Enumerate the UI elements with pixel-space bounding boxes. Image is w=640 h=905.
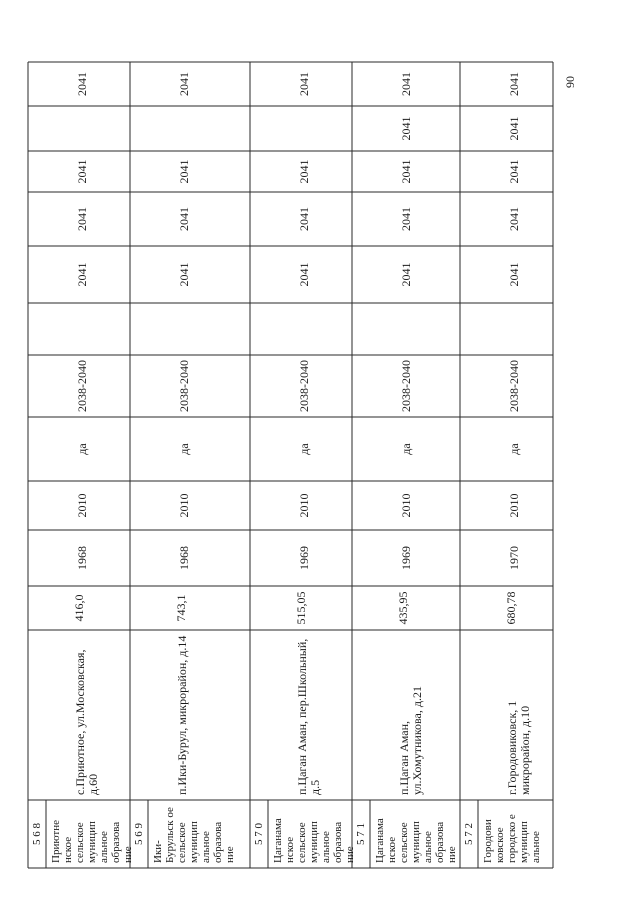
num-text: 5 7 2 bbox=[463, 823, 475, 845]
c4-text: 2041 bbox=[507, 159, 521, 184]
table-cell-c1 bbox=[460, 303, 553, 355]
table-cell-period bbox=[352, 355, 460, 417]
table-cell-c2 bbox=[352, 246, 460, 303]
num-text: 5 6 9 bbox=[133, 823, 145, 845]
page-number: 90 bbox=[563, 76, 577, 88]
c6-text: 2041 bbox=[297, 72, 311, 96]
c2-text: 2041 bbox=[75, 262, 89, 287]
table-cell-need bbox=[28, 417, 130, 481]
table-cell-c1 bbox=[352, 303, 460, 355]
c2-text: 2041 bbox=[399, 262, 413, 287]
table-cell-c1 bbox=[250, 303, 352, 355]
table-cell-c3 bbox=[460, 192, 553, 246]
table-cell-c6 bbox=[130, 62, 250, 106]
table-cell-survey bbox=[460, 481, 553, 530]
address-text: п.Цаган Аман, ул.Хомутникова, д.21 bbox=[397, 686, 424, 795]
table-cell-survey bbox=[250, 481, 352, 530]
period-text: 2038-2040 bbox=[507, 360, 521, 412]
table-cell-c4 bbox=[28, 151, 130, 192]
need-text: да bbox=[399, 443, 413, 455]
table-cell-survey bbox=[130, 481, 250, 530]
table-cell-c2 bbox=[28, 246, 130, 303]
c6-text: 2041 bbox=[507, 72, 521, 96]
table-cell-c1 bbox=[28, 303, 130, 355]
c4-text: 2041 bbox=[399, 159, 413, 184]
table-cell-address bbox=[460, 630, 553, 800]
table-cell-entity bbox=[370, 800, 460, 868]
table-cell-c3 bbox=[130, 192, 250, 246]
c3-text: 2041 bbox=[399, 207, 413, 231]
c4-text: 2041 bbox=[75, 159, 89, 184]
table-cell-num bbox=[460, 800, 478, 868]
table-cell-c6 bbox=[28, 62, 130, 106]
table-cell-c5 bbox=[130, 106, 250, 151]
c3-text: 2041 bbox=[177, 207, 191, 231]
table-cell-area bbox=[28, 586, 130, 630]
table-cell-address bbox=[130, 630, 250, 800]
address-text: г.Городовиковск, 1 микрорайон, д.10 bbox=[505, 700, 532, 795]
c3-text: 2041 bbox=[297, 207, 311, 231]
table-cell-num bbox=[130, 800, 148, 868]
table-cell-entity bbox=[268, 800, 356, 868]
area-text: 743,1 bbox=[174, 594, 188, 622]
table-cell-entity bbox=[478, 800, 553, 868]
table-cell-c6 bbox=[460, 62, 553, 106]
table-cell-need bbox=[130, 417, 250, 481]
address-text: п.Цаган Аман, пер.Школьный, д.5 bbox=[295, 638, 322, 795]
period-text: 2038-2040 bbox=[75, 360, 89, 412]
c5-text: 2041 bbox=[507, 116, 521, 141]
area-text: 416,0 bbox=[72, 594, 86, 622]
table-cell-period bbox=[28, 355, 130, 417]
period-text: 2038-2040 bbox=[297, 360, 311, 412]
address-text: с.Приютное, ул.Московская, д.60 bbox=[73, 649, 100, 795]
table-cell-c4 bbox=[460, 151, 553, 192]
table-cell-address bbox=[352, 630, 460, 800]
built-text: 1970 bbox=[507, 546, 521, 570]
table-cell-built bbox=[130, 530, 250, 586]
table-cell-c5 bbox=[250, 106, 352, 151]
num-text: 5 7 0 bbox=[253, 823, 265, 845]
table-cell-entity bbox=[46, 800, 134, 868]
table-cell-survey bbox=[352, 481, 460, 530]
table-cell-num bbox=[250, 800, 268, 868]
table-cell-c3 bbox=[352, 192, 460, 246]
need-text: да bbox=[177, 443, 191, 455]
table-cell-c4 bbox=[352, 151, 460, 192]
table-cell-c2 bbox=[460, 246, 553, 303]
table-cell-built bbox=[250, 530, 352, 586]
table-cell-period bbox=[130, 355, 250, 417]
table-cell-c6 bbox=[352, 62, 460, 106]
table-cell-area bbox=[250, 586, 352, 630]
table-cell-c5 bbox=[352, 106, 460, 151]
table-cell-survey bbox=[28, 481, 130, 530]
entity-text: Приютне нское сельское муницип альное образова ние bbox=[50, 820, 134, 863]
entity-text: Ики-Бурульск ое сельское муницип альное образова ние bbox=[152, 807, 236, 863]
c2-text: 2041 bbox=[177, 262, 191, 287]
c6-text: 2041 bbox=[177, 72, 191, 96]
entity-text: Городови ковское городско е муницип альное bbox=[482, 814, 542, 863]
survey-text: 2010 bbox=[75, 493, 89, 518]
table-cell-c2 bbox=[250, 246, 352, 303]
survey-text: 2010 bbox=[399, 493, 413, 518]
table-cell-c3 bbox=[28, 192, 130, 246]
table-cell-c3 bbox=[250, 192, 352, 246]
need-text: да bbox=[75, 443, 89, 455]
period-text: 2038-2040 bbox=[399, 360, 413, 412]
table-cell-entity bbox=[148, 800, 250, 868]
survey-text: 2010 bbox=[507, 493, 521, 518]
area-text: 680,78 bbox=[504, 591, 518, 625]
built-text: 1968 bbox=[75, 546, 89, 570]
table-cell-num bbox=[352, 800, 370, 868]
table-cell-built bbox=[460, 530, 553, 586]
table-cell-period bbox=[250, 355, 352, 417]
survey-text: 2010 bbox=[177, 493, 191, 518]
table-cell-period bbox=[460, 355, 553, 417]
entity-text: Цаганама нское сельское муницип альное образова ние bbox=[272, 818, 356, 863]
c5-text: 2041 bbox=[399, 116, 413, 141]
c3-text: 2041 bbox=[75, 207, 89, 231]
table-cell-need bbox=[250, 417, 352, 481]
table-cell-c5 bbox=[460, 106, 553, 151]
c4-text: 2041 bbox=[177, 159, 191, 184]
table-cell-address bbox=[28, 630, 130, 800]
table-cell-area bbox=[130, 586, 250, 630]
table-cell-area bbox=[460, 586, 553, 630]
table-cell-address bbox=[250, 630, 352, 800]
c2-text: 2041 bbox=[297, 262, 311, 287]
table-cell-built bbox=[352, 530, 460, 586]
num-text: 5 6 8 bbox=[31, 823, 43, 845]
entity-text: Цаганама нское сельское муницип альное образова ние bbox=[374, 818, 458, 863]
table-cell-area bbox=[352, 586, 460, 630]
area-text: 515,05 bbox=[294, 591, 308, 625]
table-cell-need bbox=[352, 417, 460, 481]
survey-text: 2010 bbox=[297, 493, 311, 518]
built-text: 1968 bbox=[177, 546, 191, 570]
address-text: п.Ики-Бурул, микрорайон, д.14 bbox=[175, 635, 189, 795]
table-cell-c1 bbox=[130, 303, 250, 355]
c4-text: 2041 bbox=[297, 159, 311, 184]
built-text: 1969 bbox=[297, 546, 311, 570]
c2-text: 2041 bbox=[507, 262, 521, 287]
num-text: 5 7 1 bbox=[355, 823, 367, 845]
c6-text: 2041 bbox=[75, 72, 89, 96]
built-text: 1969 bbox=[399, 546, 413, 570]
table-cell-need bbox=[460, 417, 553, 481]
table-cell-num bbox=[28, 800, 46, 868]
table-cell-c6 bbox=[250, 62, 352, 106]
period-text: 2038-2040 bbox=[177, 360, 191, 412]
table-cell-c2 bbox=[130, 246, 250, 303]
table-cell-c4 bbox=[250, 151, 352, 192]
c6-text: 2041 bbox=[399, 72, 413, 96]
table-cell-c4 bbox=[130, 151, 250, 192]
table-cell-built bbox=[28, 530, 130, 586]
table-cell-c5 bbox=[28, 106, 130, 151]
c3-text: 2041 bbox=[507, 207, 521, 231]
need-text: да bbox=[297, 443, 311, 455]
area-text: 435,95 bbox=[396, 591, 410, 625]
need-text: да bbox=[507, 443, 521, 455]
